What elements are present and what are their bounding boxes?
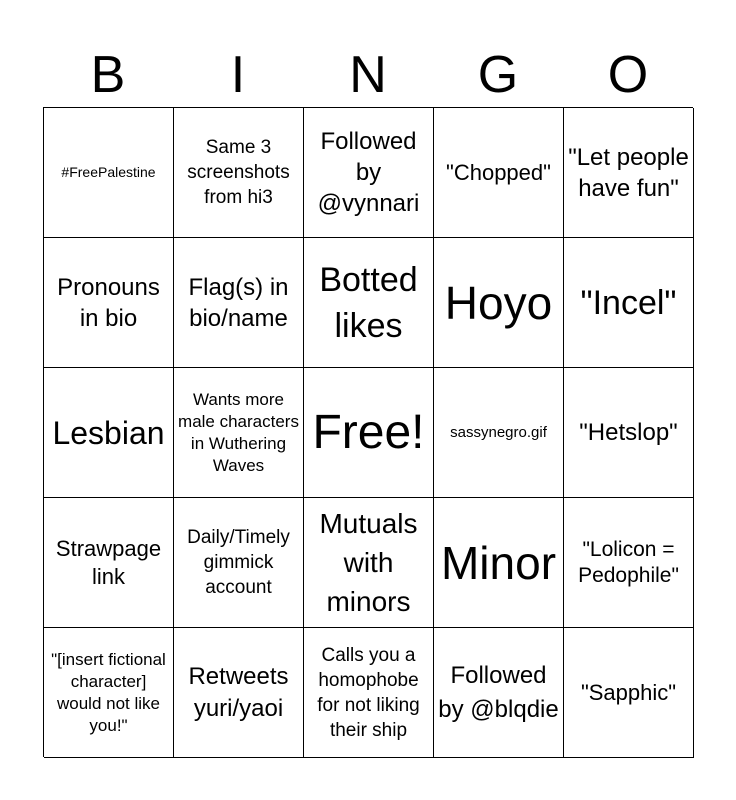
bingo-cell[interactable] bbox=[44, 368, 174, 498]
cell-text: "Sapphic" bbox=[580, 679, 677, 705]
cell-text: "[insert fictional character] would not like you!" bbox=[51, 649, 166, 735]
cell-text: "Lolicon = Pedophile" bbox=[578, 537, 679, 587]
cell-text: Lesbian bbox=[52, 414, 165, 451]
bingo-cell[interactable] bbox=[174, 498, 304, 628]
cell-text: Minor bbox=[440, 536, 557, 589]
cell-text: sassynegro.gif bbox=[450, 424, 547, 441]
bingo-cell[interactable] bbox=[304, 368, 434, 498]
bingo-cell[interactable] bbox=[564, 498, 694, 628]
cell-text: Mutuals with minors bbox=[319, 508, 418, 617]
cell-text: Daily/Timely gimmick account bbox=[187, 527, 290, 598]
bingo-cell[interactable] bbox=[304, 628, 434, 758]
bingo-cell[interactable] bbox=[174, 628, 304, 758]
bingo-cell[interactable] bbox=[564, 238, 694, 368]
cell-text: Retweets yuri/yaoi bbox=[188, 662, 289, 722]
cell-text: "Hetslop" bbox=[579, 419, 678, 446]
bingo-cell[interactable] bbox=[434, 498, 564, 628]
bingo-grid bbox=[43, 107, 693, 757]
bingo-cell[interactable] bbox=[174, 238, 304, 368]
bingo-cell[interactable] bbox=[564, 108, 694, 238]
bingo-cell[interactable] bbox=[44, 108, 174, 238]
bingo-cell[interactable] bbox=[44, 238, 174, 368]
cell-text: Calls you a homophobe for not liking their ship bbox=[317, 644, 420, 741]
header-letter-o: O bbox=[607, 46, 649, 104]
bingo-cell[interactable] bbox=[434, 238, 564, 368]
bingo-cell[interactable] bbox=[304, 238, 434, 368]
cell-text: Same 3 screenshots from hi3 bbox=[187, 137, 290, 208]
bingo-cell[interactable] bbox=[434, 108, 564, 238]
bingo-cell[interactable] bbox=[174, 108, 304, 238]
bingo-cell[interactable] bbox=[44, 628, 174, 758]
cell-text: "Chopped" bbox=[446, 159, 551, 185]
cell-text: Botted likes bbox=[319, 260, 418, 345]
cell-text: Followed by @blqdie bbox=[438, 661, 559, 723]
cell-text: "Let people have fun" bbox=[568, 143, 689, 202]
bingo-cell[interactable] bbox=[564, 368, 694, 498]
cell-text: Followed by @vynnari bbox=[317, 128, 420, 217]
header-letter-b: B bbox=[90, 46, 126, 104]
bingo-cell[interactable] bbox=[564, 628, 694, 758]
free-space-text: Free! bbox=[312, 405, 425, 459]
cell-text: Wants more male characters in Wuthering Waves bbox=[178, 389, 299, 475]
cell-text: "Incel" bbox=[580, 283, 677, 322]
bingo-cell[interactable] bbox=[174, 368, 304, 498]
bingo-cell[interactable] bbox=[304, 108, 434, 238]
header-letter-i: I bbox=[230, 46, 246, 104]
cell-text: Hoyo bbox=[444, 276, 553, 329]
cell-text: #FreePalestine bbox=[61, 164, 156, 180]
bingo-cell[interactable] bbox=[434, 628, 564, 758]
cell-text: Pronouns in bio bbox=[57, 273, 160, 332]
cell-text: Flag(s) in bio/name bbox=[188, 273, 289, 332]
bingo-cell[interactable] bbox=[304, 498, 434, 628]
header-letter-n: N bbox=[349, 46, 387, 104]
cell-text: Strawpage link bbox=[55, 535, 162, 589]
header-letter-g: G bbox=[477, 46, 519, 104]
bingo-cell[interactable] bbox=[44, 498, 174, 628]
bingo-header bbox=[43, 42, 693, 108]
bingo-cell[interactable] bbox=[434, 368, 564, 498]
